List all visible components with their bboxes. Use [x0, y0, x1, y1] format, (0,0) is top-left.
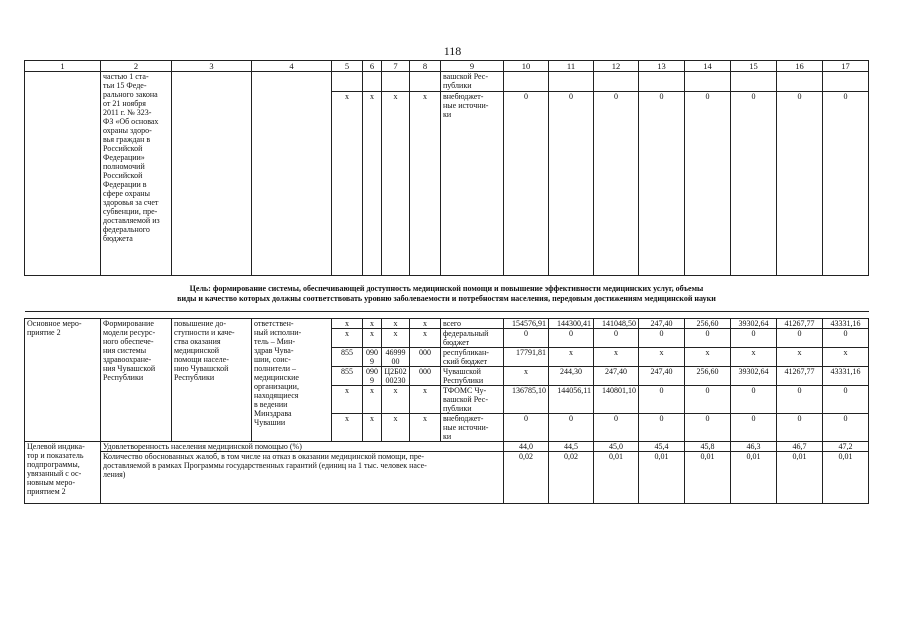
table-row: 855 0909 Ц2Б02 00230 000 Чувашской Республики x 244,30 247,40 247,40 256,60 39302,64 41267,77 43331,16 — [25, 367, 869, 386]
measure-description: частью 1 ста- тьи 15 Феде- рального закона от 21 ноября 2011 г. № 323- ФЗ «Об основах охраны здоро- вья граждан в Российской Федерации» полномочий Российской Федерации в сфере охраны здоровья за счет субвенции, пре- доставляемой из федерального бюджета — [101, 72, 172, 276]
table-row: Целевой индика- тор и показатель подпрограммы, увязанный с ос- новным меро- приятием 2 Удовлетворенность населения медицинской помощью (%) 44,0 44,5 45,0 45,4 45,8 46,3 46,7 47,2 — [25, 442, 869, 452]
table-row: x x x x внебюджет- ные источни- ки 0 0 0 0 0 0 0 0 — [25, 414, 869, 442]
col-header: 12 — [594, 61, 639, 72]
table-row: x x x x ТФОМС Чу- вашской Рес- публики 136785,10 144056,11 140801,10 0 0 0 0 0 — [25, 386, 869, 414]
funding-source: вашской Рес- публики — [441, 72, 504, 92]
col-header: 7 — [382, 61, 410, 72]
table-row: Основное меро- приятие 2 Формирование модели ресурс- ного обеспече- ния системы здравоохране- ния Чувашской Республики повышение до- ступности и каче- ства оказания медицинской помощи населе- нию Чувашской Республики ответствен- ный исполни- тель – Мин- здрав Чува- шии, соис- полнители – медицинские организации, находящиеся в ведении Минздрава Чувашии x x x x всего 154576,91 144300,41 141048,50 247,40 256,60 39302,64 41267,77 43331,16 — [25, 319, 869, 329]
col-header: 2 — [101, 61, 172, 72]
indicator-text: Удовлетворенность населения медицинской помощью (%) — [101, 442, 504, 452]
col-header: 5 — [332, 61, 363, 72]
col-header: 13 — [639, 61, 685, 72]
col-header: 8 — [410, 61, 441, 72]
col-header: 14 — [685, 61, 731, 72]
funding-source: внебюджет- ные источни- ки — [441, 92, 504, 276]
event-goal: повышение до- ступности и каче- ства оказания медицинской помощи населе- нию Чувашской Республики — [172, 319, 252, 442]
funding-source: ТФОМС Чу- вашской Рес- публики — [441, 386, 504, 414]
table-row — [25, 72, 869, 92]
col-header: 4 — [252, 61, 332, 72]
col-header: 11 — [549, 61, 594, 72]
funding-source: внебюджет- ные источни- ки — [441, 414, 504, 442]
col-header: 6 — [363, 61, 382, 72]
indicator-text: Количество обоснованных жалоб, в том числе на отказ в оказании медицинской помощи, пре- доставляемой в рамках Программы государственных гарантий (единиц на 1 тыс. человек насе- ления) — [101, 452, 504, 504]
col-header: 9 — [441, 61, 504, 72]
col-header: 16 — [777, 61, 823, 72]
event-title: Формирование модели ресурс- ного обеспече- ния системы здравоохране- ния Чувашской Республики — [101, 319, 172, 442]
event-responsible: ответствен- ный исполни- тель – Мин- здрав Чува- шии, соис- полнители – медицинские организации, находящиеся в ведении Минздрава Чувашии — [252, 319, 332, 442]
page-number: 118 — [443, 44, 462, 58]
goal-line-2: виды и качество которых должны соответствовать уровню заболеваемости и потребностям населения, передовым достижениям медицинской науки — [177, 293, 716, 303]
funding-source: всего — [441, 319, 504, 329]
funding-source: Чувашской Республики — [441, 367, 504, 386]
goal-heading — [25, 276, 869, 312]
event-name: Основное меро- приятие 2 — [25, 319, 101, 442]
col-header: 3 — [172, 61, 252, 72]
table-row: x x x x внебюджет- ные источни- ки 0 0 0 0 0 0 0 0 — [25, 92, 869, 276]
col-header: 1 — [25, 61, 101, 72]
indicator-label: Целевой индика- тор и показатель подпрограммы, увязанный с ос- новным меро- приятием 2 — [25, 442, 101, 504]
table-row: x x x x федеральный бюджет 0 0 0 0 0 0 0 0 — [25, 329, 869, 348]
col-header: 17 — [823, 61, 869, 72]
column-numbers-row — [25, 61, 869, 72]
table-row: 855 0909 46999 00 000 республикан- ский бюджет 17791,81 x x x x x x x — [25, 348, 869, 367]
goal-line-1: Цель: формирование системы, обеспечивающей доступность медицинской помощи и повышение эффективности медицинских услуг, объемы — [189, 284, 704, 293]
col-header: 15 — [731, 61, 777, 72]
col-header: 10 — [504, 61, 549, 72]
table-row: Количество обоснованных жалоб, в том числе на отказ в оказании медицинской помощи, пре- доставляемой в рамках Программы государственных гарантий (единиц на 1 тыс. человек насе- ления) 0,02 0,02 0,01 0,01 0,01 0,01 0,01 0,01 — [25, 452, 869, 504]
program-table — [24, 60, 869, 504]
funding-source: республикан- ский бюджет — [441, 348, 504, 367]
funding-source: федеральный бюджет — [441, 329, 504, 348]
